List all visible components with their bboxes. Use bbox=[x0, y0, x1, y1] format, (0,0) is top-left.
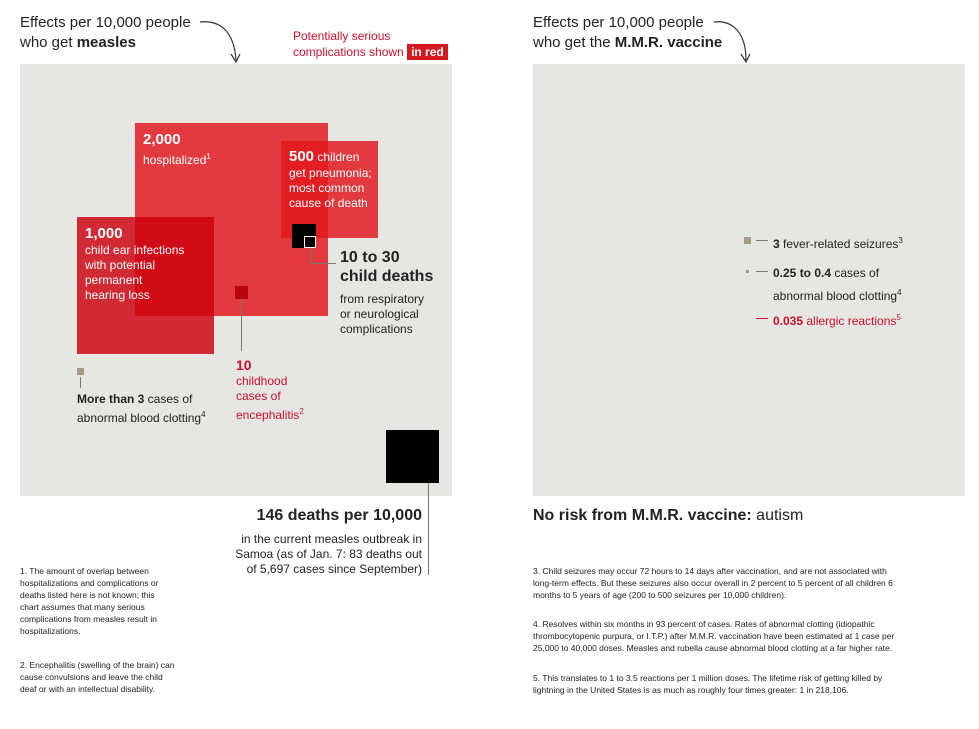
ear-infection-text4: hearing loss bbox=[85, 288, 150, 302]
footnote-1-line: hospitalizations and complications or bbox=[20, 578, 159, 588]
hospitalized-label bbox=[143, 131, 211, 168]
pneumonia-text2: get pneumonia; bbox=[289, 166, 372, 180]
measles-title-arrow bbox=[196, 12, 256, 72]
vaccine-title-line1: Effects per 10,000 people bbox=[533, 14, 704, 31]
vaccine-clotting-label bbox=[773, 264, 963, 306]
child-deaths-label bbox=[340, 248, 450, 337]
vaccine-clotting-rest: cases of bbox=[831, 266, 880, 280]
clotting-footnote-ref: 4 bbox=[201, 410, 206, 419]
legend-note bbox=[293, 28, 453, 60]
clotting-leader bbox=[80, 377, 81, 388]
clotting-label bbox=[77, 392, 247, 426]
footnote-4 bbox=[533, 618, 973, 654]
no-risk-rest: autism bbox=[751, 507, 804, 524]
hospitalized-text-row bbox=[143, 149, 211, 168]
child-deaths-text3: complications bbox=[340, 322, 413, 336]
ear-infection-label bbox=[85, 225, 215, 303]
child-deaths-value2: child deaths bbox=[340, 268, 434, 285]
encephalitis-text2: cases of bbox=[236, 389, 281, 403]
samoa-text3: of 5,697 cases since September) bbox=[246, 562, 422, 576]
clotting-bold: More than 3 bbox=[77, 392, 145, 406]
vaccine-title-bold: M.M.R. vaccine bbox=[614, 34, 723, 51]
footnote-3-line: long-term effects. But these seizures also occur overall in 2 percent to 5 percent of all children 6 bbox=[533, 578, 893, 588]
encephalitis-text1: childhood bbox=[236, 374, 288, 388]
ear-infection-value: 1,000 bbox=[85, 225, 123, 242]
allergic-footnote-ref: 5 bbox=[896, 313, 901, 322]
ear-infection-text2: with potential bbox=[85, 258, 156, 272]
footnote-4-line: 25,000 to 40,000 doses. Measles and rubella cause abnormal blood clotting at a far higher rate. bbox=[533, 643, 893, 653]
samoa-label bbox=[222, 506, 422, 577]
vaccine-panel bbox=[533, 64, 965, 496]
allergic-label bbox=[773, 310, 963, 329]
footnote-2-line: deaf or with an intellectual disability. bbox=[20, 684, 155, 694]
allergic-bold: 0.035 bbox=[773, 314, 804, 328]
no-risk-label bbox=[533, 506, 803, 526]
measles-title-line2 bbox=[20, 33, 210, 53]
footnote-1-line: complications from measles result in bbox=[20, 614, 157, 624]
allergic-leader bbox=[756, 318, 768, 319]
footnote-1-line: hospitalizations. bbox=[20, 626, 81, 636]
allergic-rest: allergic reactions bbox=[803, 314, 897, 328]
child-deaths-leader-h bbox=[310, 263, 336, 264]
footnote-1 bbox=[20, 565, 220, 637]
seizures-bold: 3 bbox=[773, 237, 780, 251]
vaccine-clotting-footnote-ref: 4 bbox=[897, 288, 902, 297]
measles-panel bbox=[20, 64, 452, 496]
hospitalized-footnote-ref: 1 bbox=[206, 152, 211, 161]
ear-infection-text3: permanent bbox=[85, 273, 143, 287]
vaccine-title-arrow bbox=[710, 12, 760, 72]
pneumonia-text1: children bbox=[314, 150, 360, 164]
seizures-rest: fever-related seizures bbox=[779, 237, 899, 251]
vaccine-title-prefix: who get the bbox=[533, 34, 615, 51]
legend-badge: in red bbox=[407, 44, 448, 60]
measles-title bbox=[20, 13, 210, 53]
samoa-text1: in the current measles outbreak in bbox=[241, 532, 422, 546]
footnote-3 bbox=[533, 565, 973, 601]
child-deaths-leader-v bbox=[310, 248, 311, 264]
vaccine-clotting-bold: 0.25 to 0.4 bbox=[773, 266, 832, 280]
samoa-deaths-square bbox=[386, 430, 439, 483]
footnote-2 bbox=[20, 659, 230, 695]
encephalitis-square bbox=[235, 286, 248, 299]
footnote-1-line: chart assumes that many serious bbox=[20, 602, 145, 612]
samoa-text2: Samoa (as of Jan. 7: 83 deaths out bbox=[235, 547, 422, 561]
encephalitis-text3-row bbox=[236, 404, 336, 423]
encephalitis-footnote-ref: 2 bbox=[299, 407, 304, 416]
legend-text-line2: complications shown bbox=[293, 45, 404, 59]
pneumonia-text3: most common bbox=[289, 181, 365, 195]
hospitalized-text: hospitalized bbox=[143, 153, 207, 167]
seizures-square bbox=[744, 237, 751, 244]
vaccine-clotting-square bbox=[746, 270, 749, 273]
seizures-leader bbox=[756, 240, 768, 241]
measles-title-prefix: who get bbox=[20, 34, 77, 51]
pneumonia-label bbox=[289, 148, 379, 211]
encephalitis-leader bbox=[241, 299, 242, 351]
hospitalized-value: 2,000 bbox=[143, 131, 181, 148]
pneumonia-text4: cause of death bbox=[289, 196, 368, 210]
child-deaths-text2: or neurological bbox=[340, 307, 419, 321]
footnote-1-line: deaths listed here is not known; this bbox=[20, 590, 155, 600]
legend-text-line2-row bbox=[293, 44, 453, 60]
samoa-headline: 146 deaths per 10,000 bbox=[256, 507, 422, 524]
footnote-1-line: 1. The amount of overlap between bbox=[20, 566, 149, 576]
vaccine-clotting-leader bbox=[756, 271, 768, 272]
seizures-footnote-ref: 3 bbox=[898, 236, 903, 245]
measles-title-bold: measles bbox=[76, 34, 136, 51]
legend-text-line1: Potentially serious bbox=[293, 29, 391, 43]
footnote-5-line: 5. This translates to 1 to 3.5 reactions per 1 million doses. The lifetime risk of getting killed by bbox=[533, 673, 883, 683]
footnote-4-line: thrombocytopenic purpura, or I.T.P.) after M.M.R. vaccination have been estimated at 1 case per bbox=[533, 631, 895, 641]
measles-title-line1: Effects per 10,000 people bbox=[20, 14, 191, 31]
encephalitis-value: 10 bbox=[236, 357, 252, 373]
no-risk-bold: No risk from M.M.R. vaccine: bbox=[533, 507, 752, 524]
footnote-3-line: 3. Child seizures may occur 72 hours to 14 days after vaccination, and are not associated with bbox=[533, 566, 887, 576]
footnote-5 bbox=[533, 672, 973, 696]
footnote-4-line: 4. Resolves within six months in 93 percent of cases. Rates of abnormal clotting (idiopathic bbox=[533, 619, 875, 629]
clotting-rest: cases of bbox=[144, 392, 193, 406]
child-deaths-square-inner bbox=[304, 236, 316, 248]
vaccine-clotting-text2: abnormal blood clotting bbox=[773, 289, 898, 303]
footnote-5-line: lightning in the United States is as much as roughly four times greater: 1 in 218,106. bbox=[533, 685, 849, 695]
clotting-text2: abnormal blood clotting bbox=[77, 411, 202, 425]
clotting-square bbox=[77, 368, 84, 375]
child-deaths-value: 10 to 30 bbox=[340, 249, 400, 266]
footnote-3-line: months to 5 years of age (200 to 500 seizures per 10,000 children). bbox=[533, 590, 787, 600]
ear-infection-text1: child ear infections bbox=[85, 243, 185, 257]
vaccine-clotting-line1 bbox=[773, 264, 963, 283]
clotting-line1 bbox=[77, 392, 247, 407]
pneumonia-line1 bbox=[289, 148, 379, 166]
child-deaths-text1: from respiratory bbox=[340, 292, 425, 306]
seizures-label bbox=[773, 233, 963, 252]
pneumonia-value: 500 bbox=[289, 148, 315, 165]
encephalitis-text3: encephalitis bbox=[236, 408, 300, 422]
footnote-2-line: cause convulsions and leave the child bbox=[20, 672, 163, 682]
encephalitis-label bbox=[236, 357, 336, 423]
samoa-leader bbox=[428, 483, 429, 575]
clotting-line2 bbox=[77, 407, 247, 426]
vaccine-clotting-line2 bbox=[773, 283, 963, 306]
footnote-2-line: 2. Encephalitis (swelling of the brain) can bbox=[20, 660, 175, 670]
